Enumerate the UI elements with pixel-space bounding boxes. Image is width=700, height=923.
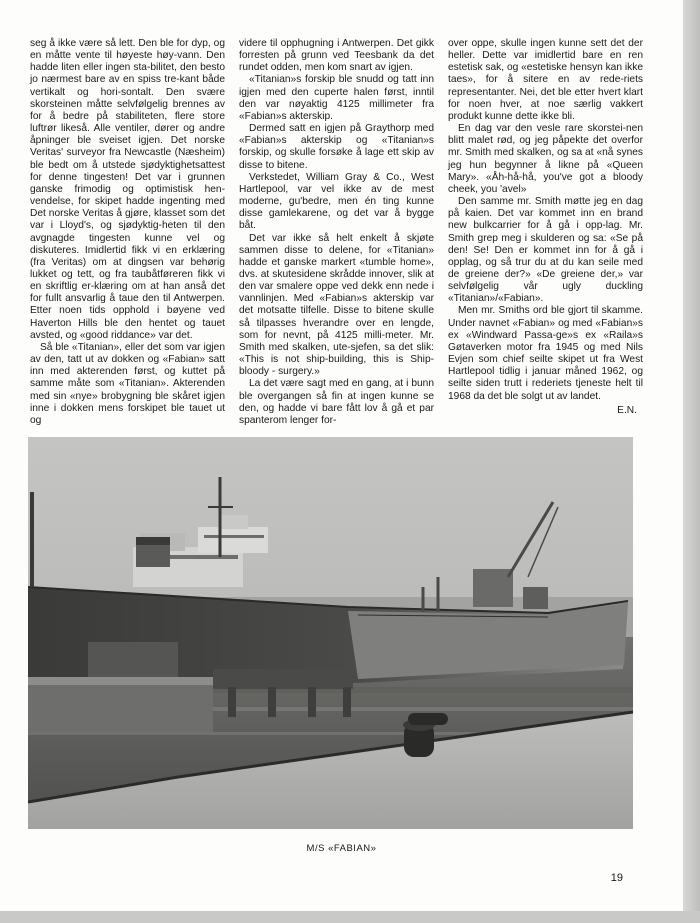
- paragraph: Så ble «Titanian», eller det som var igjen av den, tatt ut av dokken og «Fabian» satt inn med akterenden først, og kuttet på samme måte som «Titanian». Akterenden med sin «nye» brobygning ble skåret igjen inne i dokken mens forskipet ble tauet ut og: [30, 341, 225, 426]
- photo-caption: M/S «FABIAN»: [306, 843, 377, 854]
- page-edge-bottom: [0, 911, 700, 923]
- paragraph: Dermed satt en igjen på Graythorp med «Fabian»s akterskip og «Titanian»s forskip, og skulle forsøke å lage ett skip av disse to bitene.: [239, 123, 434, 171]
- page-number: 19: [610, 872, 623, 884]
- paragraph: over oppe, skulle ingen kunne sett det der heller. Dette var imidlertid bare en ren estetisk sak, og «estetiske hensyn kan ikke taes», for å sitere en av rede-riets representanter. Nei, det ble etter hvert klart for noen hver, at noe særlig vakkert produkt kunne dette ikke bli.: [448, 38, 643, 122]
- author-signature: E.N.: [617, 404, 637, 416]
- text-column-3: [448, 38, 643, 428]
- paragraph: Den samme mr. Smith møtte jeg en dag på kaien. Det var kommet inn en brand new bulkcarrier for å gå i opp-lag. Mr. Smith grep meg i skulderen og sa: «Se på den! Se! Den er kommet inn for å gå i opplag, og så trur du at du kan seile med de greiene der?» «De greiene der,» var selvfølgelig vår ugly duckling «Titanian»/«Fabian».: [448, 196, 643, 305]
- paragraph: Det var ikke så helt enkelt å skjøte sammen disse to delene, for «Titanian» hadde et ganske markert «tumble home», dvs. at skutesidene skrådde innover, slik at den var smalere oppe ved dekk enn nede i vannlinjen. Med «Fabian»s akterskip var det motsatte tilfelle. Disse to bitene skulle så tilpasses hverandre over en lengde, som for nevnt, på 4125 milli-meter. Mr. Smith med skalken, ute-sjefen, sa det slik: «This is not ship-building, this is Ship-bloody - surgery.»: [239, 232, 434, 378]
- paragraph: videre til opphugning i Antwerpen. Det gikk forresten på grunn ved Teesbank da det rundet odden, men kom snart av igjen.: [239, 38, 434, 74]
- paragraph: En dag var den vesle rare skorstei-nen blitt malet rød, og jeg påpekte det overfor mr. Smith med skalken, og sa at «nå synes jeg hun begynner å likne på «Queen Mary». «Åh-hå-hå, you've got a bloody cheek, you 'avel»: [448, 123, 643, 195]
- paragraph: seg å ikke være så lett. Den ble for dyp, og en måtte vente til høyeste høy-vann. Den hadde liten eller ingen sta-bilitet, den besto jo nærmest bare av en spiss tre-kant både vertikalt og hori-sontalt. Den svære skorsteinen måtte selvfølgelig brennes av for å bedre på stabiliteten, flere store luftrør likeså. Alle ventiler, dører og andre åpninger ble sveiset igjen. Det norske Veritas' surveyor fra Newcastle (Næsheim) ble bedt om å utstede sjødyktighetsattest for denne tingesten! Det var i grunnen ganske frimodig og optimistisk hen-vendelse, for skipet hadde ingenting med Det norske Veritas å gjøre, klasset som det var i Lloyd's, og sjødyktig-heten til den avgnagde tingesten kunne vel og diskuteres. Imidlertid fikk vi en erklæring (fra Veritas) om at dingsen var behørig lukket og tett, og fra taubåtføreren fikk vi en skriftlig er-klæring om at han anså det for fullt ansvarlig å taue den til Antwerpen. Etter noen tids opphold i bøyene ved Haverton Hills ble den hentet og tauet avsted, og «good riddance» var det.: [30, 38, 225, 341]
- text-column-1: [30, 38, 225, 428]
- article-text: [30, 38, 644, 428]
- paragraph: «Titanian»s forskip ble snudd og tatt inn igjen med den cuperte halen først, inntil den var nøyaktig 4125 millimeter fra «Fabian»s akterskip.: [239, 74, 434, 122]
- paragraph: La det være sagt med en gang, at i bunn ble overgangen så fin at ingen kunne se den, og hadde vi bare fått lov å gå et par spanterom lenger for-: [239, 378, 434, 426]
- page-edge-shadow: [683, 0, 700, 923]
- paragraph: Verkstedet, William Gray & Co., West Hartlepool, var vel ikke av de mest moderne, gu'bedre, men én ting kunne disse gamlekarene, og det var å bygge båt.: [239, 171, 434, 232]
- text-column-2: [239, 38, 434, 428]
- paragraph: Men mr. Smiths ord ble gjort til skamme. Under navnet «Fabian» og med «Fabian»s ex «Windward Passa-ge»s ex «Raila»s Gøtaverken motor fra 1945 og med Nils Evjen som chief seilte skipet ut fra West Hartlepool tidlig i januar måned 1962, og seilte siden trutt i rederiets tjeneste helt til 1968 da det ble solgt ut av landet.: [448, 305, 643, 402]
- ship-photograph: [28, 437, 633, 829]
